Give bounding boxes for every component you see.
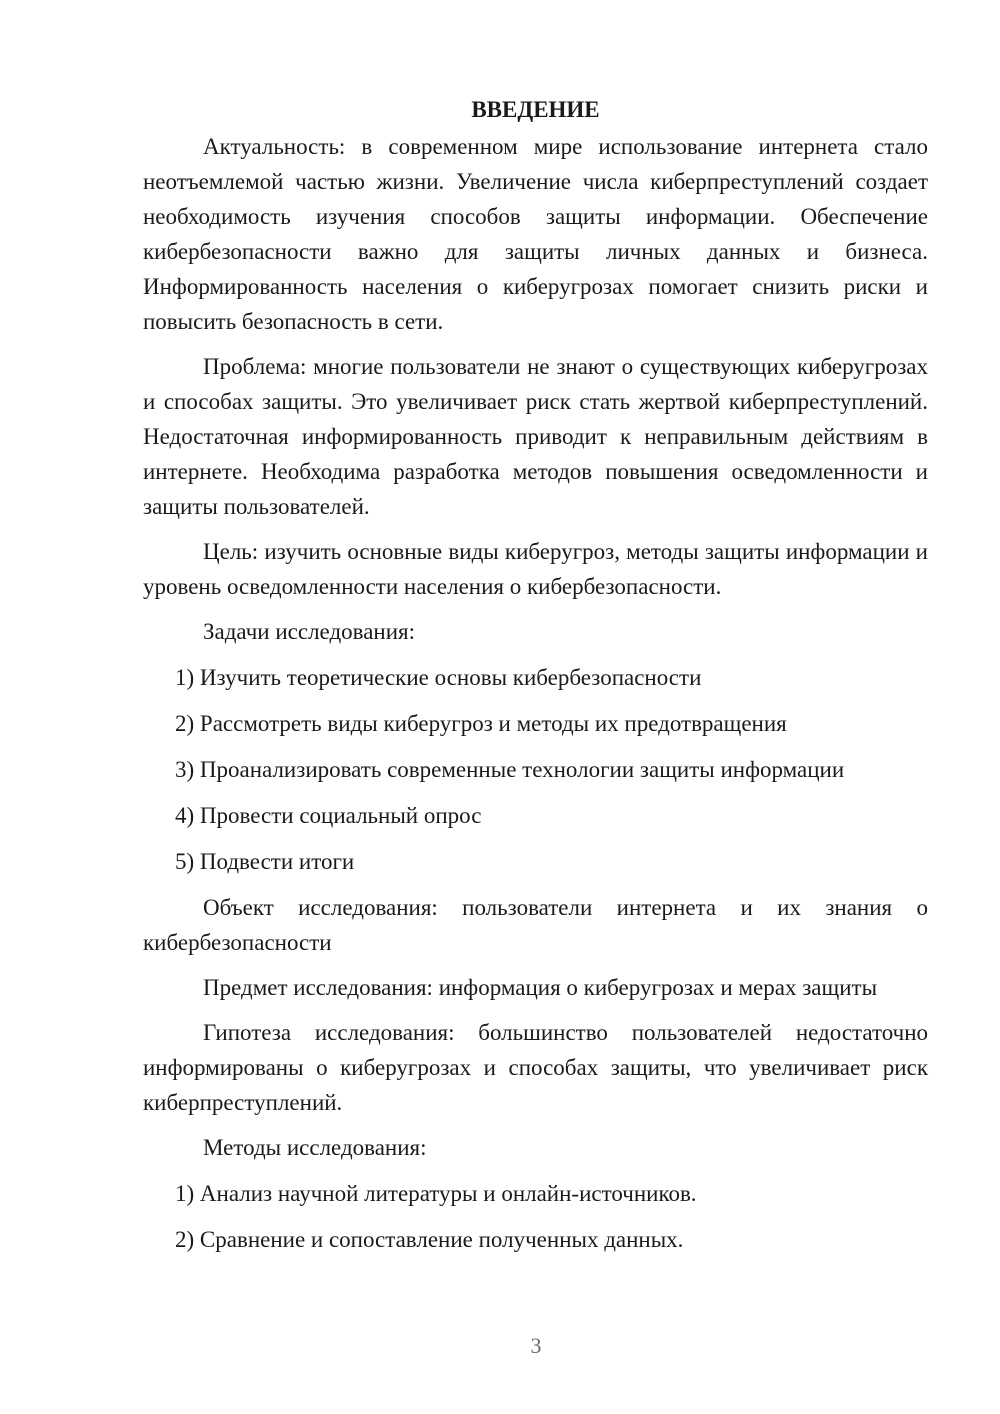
page-number: 3: [530, 1333, 542, 1358]
document-page: [143, 92, 928, 1268]
goal-paragraph: Цель: изучить основные виды киберугроз, методы защиты информации и уровень осведомленности населения о кибербезопасности.: [143, 539, 928, 599]
method-item: 2) Сравнение и сопоставление полученных данных.: [175, 1227, 684, 1252]
task-item: 3) Проанализировать современные технологии защиты информации: [175, 757, 845, 782]
tasks-label: Задачи исследования:: [203, 619, 416, 644]
hypothesis-paragraph: Гипотеза исследования: большинство пользователей недостаточно информированы о киберугрозах и способах защиты, что увеличивает риск киберпреступлений.: [143, 1020, 928, 1115]
method-item: 1) Анализ научной литературы и онлайн-источников.: [175, 1181, 697, 1206]
task-item: 2) Рассмотреть виды киберугроз и методы их предотвращения: [175, 711, 787, 736]
relevance-paragraph: Актуальность: в современном мире использование интернета стало неотъемлемой частью жизни. Увеличение числа киберпреступлений создает необходимость изучения способов защиты информации. Обеспечение кибербезопасности важно для защиты личных данных и бизнеса. Информированность населения о киберугрозах помогает снизить риски и повысить безопасность в сети.: [143, 134, 928, 334]
subject-paragraph: Предмет исследования: информация о киберугрозах и мерах защиты: [203, 975, 878, 1000]
page-title: ВВЕДЕНИЕ: [471, 97, 600, 122]
tasks-list: [143, 660, 928, 879]
task-item: 5) Подвести итоги: [175, 849, 355, 874]
methods-list: [143, 1176, 928, 1257]
problem-paragraph: Проблема: многие пользователи не знают о существующих киберугрозах и способах защиты. Это увеличивает риск стать жертвой киберпреступлений. Недостаточная информированность приводит к неправильным действиям в интернете. Необходима разработка методов повышения осведомленности и защиты пользователей.: [143, 354, 928, 519]
methods-label: Методы исследования:: [203, 1135, 427, 1160]
task-item: 1) Изучить теоретические основы кибербезопасности: [175, 665, 702, 690]
task-item: 4) Провести социальный опрос: [175, 803, 482, 828]
object-paragraph: Объект исследования: пользователи интернета и их знания о кибербезопасности: [143, 895, 928, 955]
